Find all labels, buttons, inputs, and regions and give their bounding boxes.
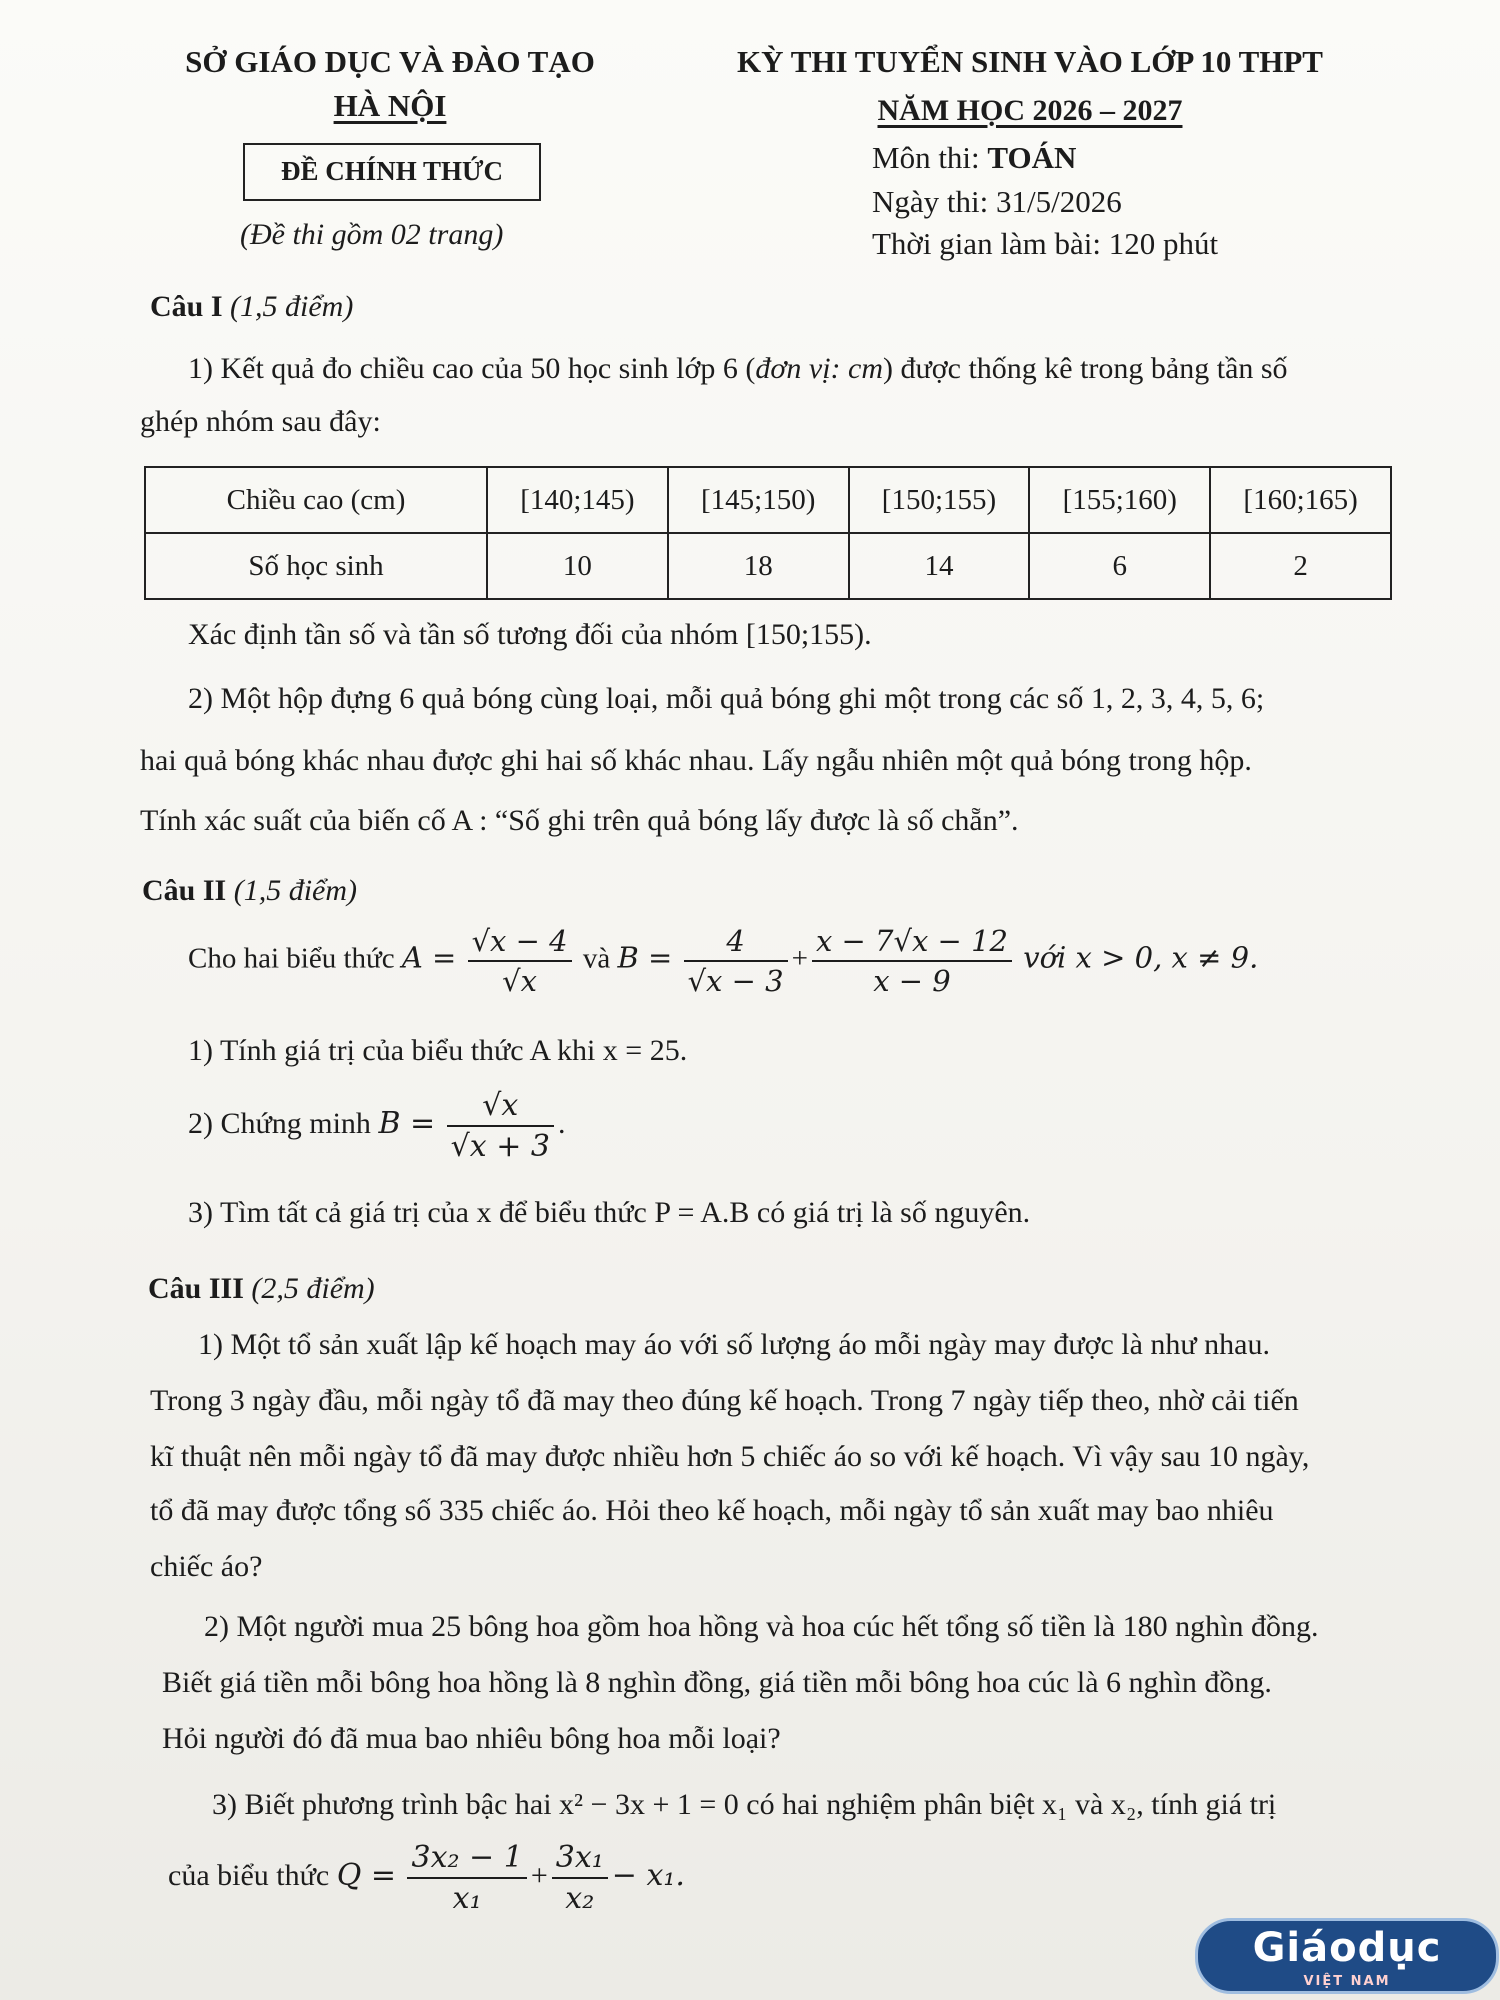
- q3-part1-line2: Trong 3 ngày đầu, mỗi ngày tổ đã may theo đúng kế hoạch. Trong 7 ngày tiếp theo, nhờ cải tiến: [150, 1384, 1299, 1417]
- q3-part2-line3: Hỏi người đó đã mua bao nhiêu bông hoa mỗi loại?: [162, 1722, 781, 1755]
- expr-q-fraction-2: $\frac{\text{3x₁}}{\text{x₂}}$: [552, 1840, 608, 1916]
- subject: Môn thi: TOÁN: [872, 140, 1077, 175]
- row-header-height: Chiều cao (cm): [145, 467, 487, 533]
- q1-part1-text-line2: ghép nhóm sau đây:: [140, 405, 381, 438]
- q3-part2-line1: 2) Một người mua 25 bông hoa gồm hoa hồng và hoa cúc hết tổng số tiền là 180 nghìn đồng.: [204, 1610, 1319, 1643]
- q2-part3: 3) Tìm tất cả giá trị của x để biểu thức P = A.B có giá trị là số nguyên.: [188, 1196, 1031, 1229]
- q1-part1-text: 1) Kết quả đo chiều cao của 50 học sinh lớp 6 (đơn vị: cm) được thống kê trong bảng tần số: [188, 352, 1288, 385]
- q3-part1-line1: 1) Một tổ sản xuất lập kế hoạch may áo với số lượng áo mỗi ngày may được là như nhau.: [198, 1328, 1270, 1361]
- official-label: ĐỀ CHÍNH THỨC: [243, 143, 541, 201]
- q1-part1-question: Xác định tần số và tần số tương đối của nhóm [150;155).: [188, 618, 872, 651]
- count-cell: 18: [668, 533, 849, 599]
- q2-and: và: [582, 942, 611, 975]
- q2-part2: 2) Chứng minh B = $\frac{√x}{√x + 3}$ .: [188, 1088, 566, 1164]
- q3-part2-line2: Biết giá tiền mỗi bông hoa hồng là 8 nghìn đồng, giá tiền mỗi bông hoa cúc là 6 nghìn đồng.: [162, 1666, 1272, 1699]
- giaoduc-logo: Giáodục VIỆT NAM: [1195, 1918, 1499, 1994]
- expr-a-label: A =: [401, 940, 457, 975]
- expr-a-fraction: $\frac{√x - 4}{√x}$: [468, 924, 572, 998]
- group-cell: [160;165): [1210, 467, 1391, 533]
- question-2-title: Câu II (1,5 điểm): [142, 874, 357, 907]
- department-name: SỞ GIÁO DỤC VÀ ĐÀO TẠO: [185, 44, 595, 79]
- expr-b-label: B =: [617, 940, 673, 975]
- pages-note: (Đề thi gồm 02 trang): [240, 218, 504, 251]
- q1-part2-line1: 2) Một hộp đựng 6 quả bóng cùng loại, mỗi quả bóng ghi một trong các số 1, 2, 3, 4, 5, 6;: [188, 682, 1265, 715]
- q3-part1-line4: tổ đã may được tổng số 335 chiếc áo. Hỏi theo kế hoạch, mỗi ngày tổ sản xuất may bao nhiêu: [150, 1494, 1274, 1527]
- count-cell: 10: [487, 533, 668, 599]
- group-cell: [140;145): [487, 467, 668, 533]
- expr-b-fraction-1: $\frac{4}{√x - 3}$: [684, 924, 788, 998]
- expr-b-fraction-2: $\frac{x - 7√x - 12}{x - 9}$: [812, 924, 1012, 998]
- group-cell: [145;150): [668, 467, 849, 533]
- count-cell: 2: [1210, 533, 1391, 599]
- count-cell: 6: [1029, 533, 1210, 599]
- q1-part2-line2: hai quả bóng khác nhau được ghi hai số khác nhau. Lấy ngẫu nhiên một quả bóng trong hộp.: [140, 744, 1252, 777]
- count-cell: 14: [849, 533, 1030, 599]
- q2-condition: với x > 0, x ≠ 9.: [1023, 940, 1259, 975]
- q3-part1-line3: kĩ thuật nên mỗi ngày tổ đã may được nhiều hơn 5 chiếc áo so với kế hoạch. Vì vậy sau 10 ngày,: [150, 1440, 1310, 1473]
- exam-date: Ngày thi: 31/5/2026: [872, 184, 1122, 219]
- row-header-count: Số học sinh: [145, 533, 487, 599]
- question-1-title: Câu I (1,5 điểm): [150, 290, 354, 323]
- q2-expressions: Cho hai biểu thức A = $\frac{√x - 4}{√x}$ và B = $\frac{4}{√x - 3}$ + $\frac{x - 7√x - 12}{x - 9}$ với x > 0, x ≠ 9.: [188, 924, 1259, 998]
- exam-title: KỲ THI TUYỂN SINH VÀO LỚP 10 THPT: [737, 44, 1323, 79]
- department-city: HÀ NỘI: [333, 88, 447, 123]
- q2-intro: Cho hai biểu thức: [188, 942, 395, 975]
- q1-part2-line3: Tính xác suất của biến cố A : “Số ghi trên quả bóng lấy được là số chẵn”.: [140, 804, 1019, 837]
- q2-part1: 1) Tính giá trị của biểu thức A khi x = 25.: [188, 1034, 688, 1067]
- exam-duration: Thời gian làm bài: 120 phút: [872, 226, 1219, 261]
- question-3-title: Câu III (2,5 điểm): [148, 1272, 375, 1305]
- school-year: NĂM HỌC 2026 – 2027: [877, 94, 1183, 127]
- q3-part3-expression: của biểu thức Q = $\frac{\text{3x₂ − 1}}{\text{x₁}}$ + $\frac{\text{3x₁}}{\text{x₂}}$ − x₁.: [168, 1840, 685, 1916]
- group-cell: [155;160): [1029, 467, 1210, 533]
- q3-part3-line1: 3) Biết phương trình bậc hai x² − 3x + 1 = 0 có hai nghiệm phân biệt x₁ và x₂, tính giá trị: [212, 1788, 1277, 1821]
- table-row: [145, 467, 1391, 533]
- group-cell: [150;155): [849, 467, 1030, 533]
- table-row: [145, 533, 1391, 599]
- frequency-table: [144, 466, 1392, 600]
- expr-b-simplified-fraction: $\frac{√x}{√x + 3}$: [447, 1088, 554, 1164]
- q3-part1-line5: chiếc áo?: [150, 1550, 263, 1583]
- expr-q-fraction-1: $\frac{\text{3x₂ − 1}}{\text{x₁}}$: [407, 1840, 526, 1916]
